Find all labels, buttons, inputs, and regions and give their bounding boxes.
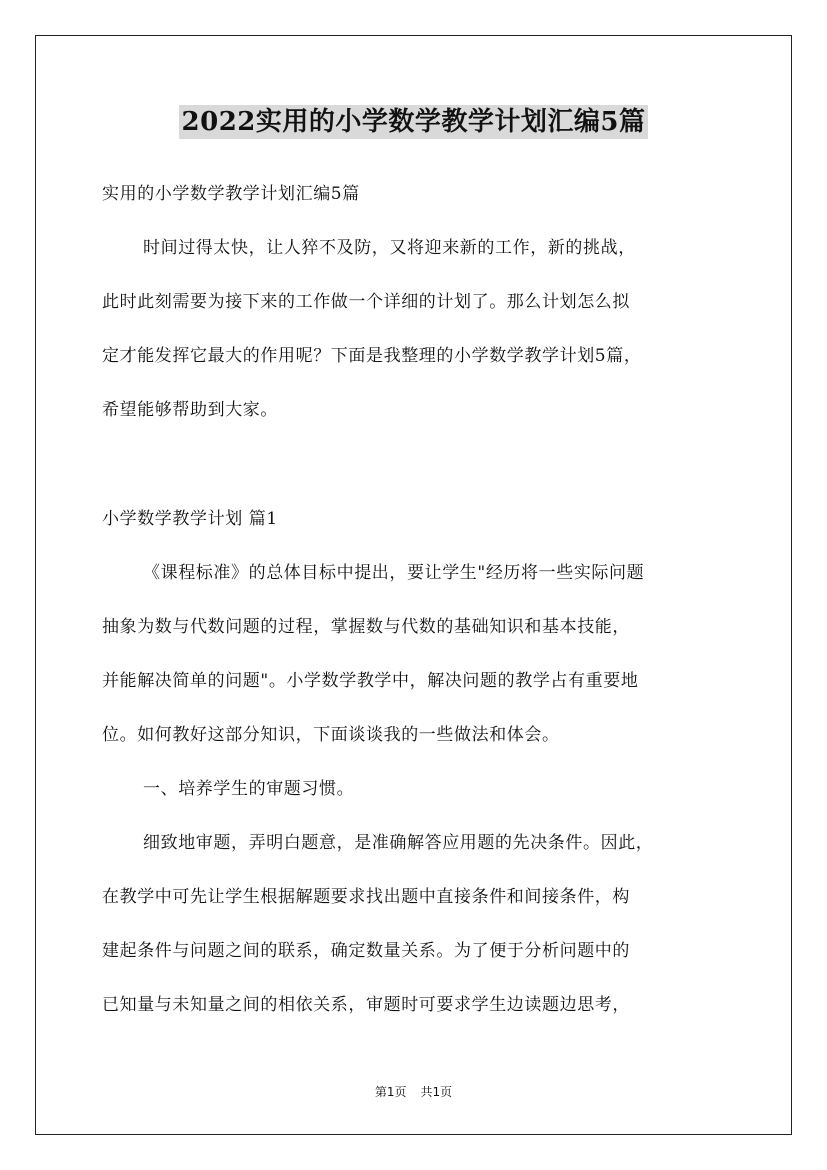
point-paragraph-line-2: 在教学中可先让学生根据解题要求找出题中直接条件和间接条件，构: [102, 887, 630, 907]
point-paragraph-line-1: 细致地审题，弄明白题意，是准确解答应用题的先决条件。因此，: [143, 833, 654, 853]
point-paragraph-line-4: 已知量与未知量之间的相依关系，审题时可要求学生边读题边思考，: [102, 995, 630, 1015]
document-subtitle: 实用的小学数学教学计划汇编5篇: [102, 184, 360, 204]
document-title-text: 2022实用的小学数学教学计划汇编5篇: [179, 105, 649, 139]
section-paragraph-line-2: 抽象为数与代数问题的过程，掌握数与代数的基础知识和基本技能，: [102, 617, 630, 637]
section-paragraph-line-3: 并能解决简单的问题"。小学数学教学中，解决问题的教学占有重要地: [102, 671, 639, 691]
intro-line-1: 时间过得太快，让人猝不及防，又将迎来新的工作，新的挑战，: [143, 238, 636, 258]
section-paragraph-line-4: 位。如何教好这部分知识，下面谈谈我的一些做法和体会。: [102, 725, 560, 745]
intro-line-4: 希望能够帮助到大家。: [102, 400, 278, 420]
intro-line-2: 此时此刻需要为接下来的工作做一个详细的计划了。那么计划怎么拟: [102, 292, 630, 312]
footer-page-number: 第1页: [374, 1085, 407, 1099]
document-title: [0, 103, 827, 141]
point-heading: 一、培养学生的审题习惯。: [143, 779, 355, 799]
footer-total-pages: 共1页: [420, 1085, 453, 1099]
intro-line-3: 定才能发挥它最大的作用呢？下面是我整理的小学数学教学计划5篇，: [102, 346, 642, 366]
section-paragraph-line-1: 《课程标准》的总体目标中提出，要让学生"经历将一些实际问题: [143, 563, 645, 583]
point-paragraph-line-3: 建起条件与问题之间的联系，确定数量关系。为了便于分析问题中的: [102, 941, 630, 961]
section-heading: 小学数学教学计划 篇1: [102, 509, 278, 529]
page-footer: [0, 1084, 827, 1100]
